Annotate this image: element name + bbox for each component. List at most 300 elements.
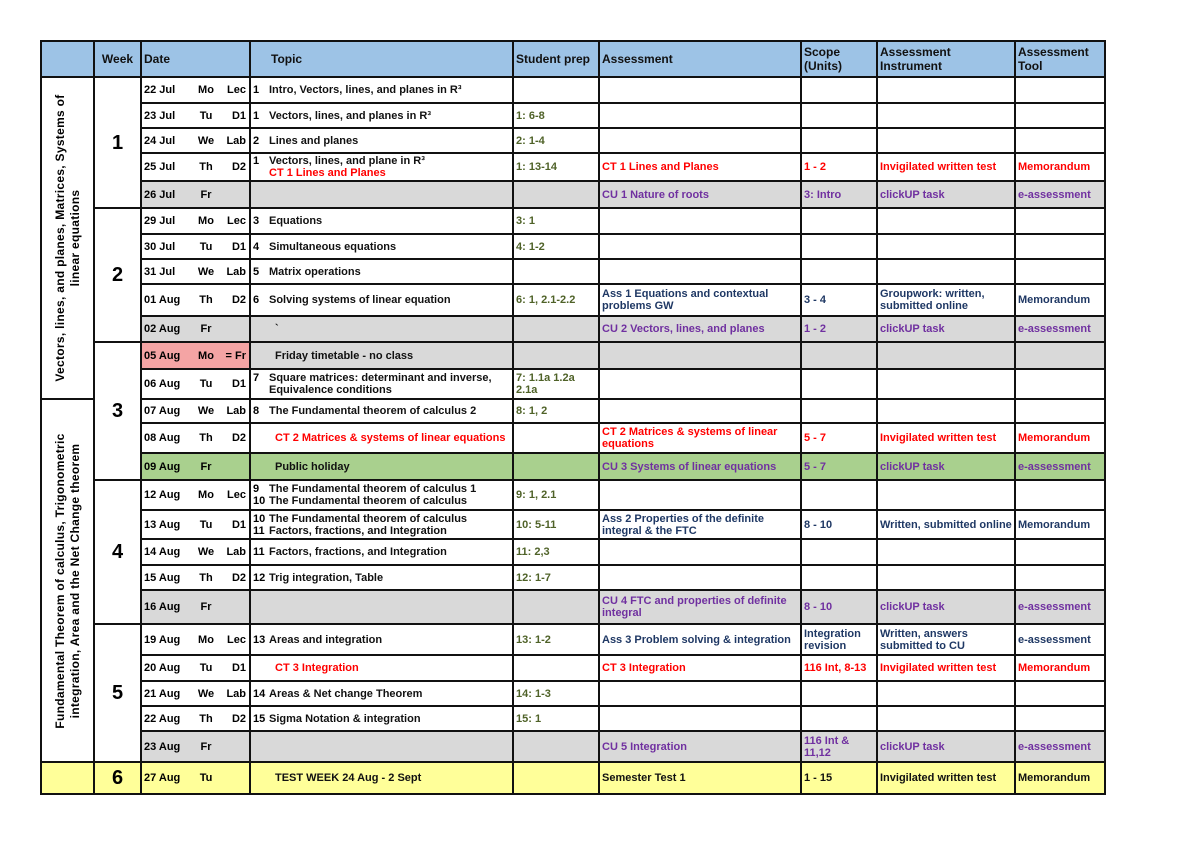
topic-cell [250, 284, 513, 316]
assessment-tool: e-assessment [1015, 590, 1105, 624]
topic-line [253, 155, 510, 167]
week-number: 3 [94, 342, 141, 480]
session-label [220, 189, 246, 201]
topic-cell [250, 539, 513, 565]
session-label: D1 [231, 518, 246, 531]
scope-cell: 8 - 10 [801, 510, 877, 539]
date-label: 26 Jul [144, 188, 176, 201]
topic-line [253, 372, 510, 396]
table-row [41, 590, 1105, 624]
topic-text: Vectors, lines, and plane in R³ [269, 155, 425, 167]
scope-cell [801, 128, 877, 153]
topic-number: 10 [253, 495, 266, 507]
assessment-tool: e-assessment [1015, 731, 1105, 762]
topic-number: 10 [253, 512, 266, 525]
assessment-cell [599, 480, 801, 510]
assessment-tool: Memorandum [1015, 510, 1105, 539]
date-label: 25 Jul [144, 161, 176, 173]
assessment-tool [1015, 342, 1105, 369]
topic-cell [250, 369, 513, 399]
topic-cell [250, 103, 513, 128]
student-prep: 6: 1, 2.1-2.2 [513, 284, 599, 316]
date-parts [144, 215, 247, 227]
table-row [41, 342, 1105, 369]
topic-cell [250, 259, 513, 284]
date-parts [144, 662, 247, 674]
assessment-instrument: clickUP task [877, 590, 1015, 624]
date-label: 31 Jul [144, 265, 176, 278]
student-prep [513, 453, 599, 480]
student-prep: 13: 1-2 [513, 624, 599, 655]
table-row [41, 706, 1105, 731]
date-parts [144, 135, 247, 147]
scope-cell: 5 - 7 [801, 423, 877, 453]
date-cell [141, 103, 250, 128]
date-parts [144, 405, 247, 417]
table-row [41, 510, 1105, 539]
topic-cell [250, 480, 513, 510]
day-label: Tu [199, 662, 213, 674]
topic-text: The Fundamental theorem of calculus 2 [269, 405, 477, 417]
date-label: 01 Aug [144, 294, 181, 306]
assessment-instrument: clickUP task [877, 731, 1015, 762]
topic-cell [250, 624, 513, 655]
scope-cell: 8 - 10 [801, 590, 877, 624]
scope-cell [801, 706, 877, 731]
assessment-cell [599, 706, 801, 731]
day-label: Mo [198, 489, 214, 501]
table-row [41, 453, 1105, 480]
topic-number: 11 [253, 546, 265, 558]
topic-cell [250, 731, 513, 762]
assessment-instrument [877, 565, 1015, 590]
assessment-instrument [877, 259, 1015, 284]
date-parts [144, 241, 247, 253]
section-title-line-2: linear equations [67, 189, 82, 287]
assessment-instrument: Groupwork: written, submitted online [877, 284, 1015, 316]
semester-schedule-table [40, 40, 1106, 795]
assessment-tool: e-assessment [1015, 316, 1105, 342]
topic-number: 1 [253, 84, 260, 96]
topic-line [253, 546, 510, 558]
student-prep [513, 342, 599, 369]
assessment-instrument: Invigilated written test [877, 762, 1015, 794]
assessment-tool: e-assessment [1015, 624, 1105, 655]
date-parts [144, 432, 247, 444]
session-label: D2 [231, 712, 246, 725]
topic-number [253, 461, 275, 473]
student-prep: 7: 1.1a 1.2a 2.1a [513, 369, 599, 399]
scope-cell [801, 681, 877, 706]
topic-text: Factors, fractions, and Integration [269, 524, 447, 537]
topic-cell [250, 655, 513, 681]
section-title-line-2: integration, Area and the Net Change theorem [67, 443, 82, 718]
day-label: Tu [199, 378, 213, 390]
date-label: 21 Aug [144, 687, 181, 700]
assessment-cell [599, 234, 801, 259]
topic-line [253, 713, 510, 725]
student-prep: 10: 5-11 [513, 510, 599, 539]
date-cell [141, 284, 250, 316]
table-row [41, 480, 1105, 510]
topic-number [253, 662, 275, 674]
table-row [41, 284, 1105, 316]
day-label: Th [199, 161, 213, 173]
day-label: Mo [198, 84, 214, 96]
assessment-cell [599, 681, 801, 706]
date-cell [141, 181, 250, 208]
topic-line [253, 167, 510, 179]
assessment-tool: e-assessment [1015, 181, 1105, 208]
section-cell [41, 399, 94, 762]
topic-text: Equations [269, 215, 323, 227]
day-label: Fr [200, 740, 212, 753]
topic-cell [250, 234, 513, 259]
assessment-instrument: Written, submitted online [877, 510, 1015, 539]
date-label: 30 Jul [144, 240, 176, 253]
date-label: 14 Aug [144, 546, 181, 558]
day-label: We [197, 687, 215, 700]
date-cell [141, 208, 250, 234]
assessment-instrument [877, 480, 1015, 510]
table-row [41, 369, 1105, 399]
assessment-cell: CU 1 Nature of roots [599, 181, 801, 208]
date-parts [144, 634, 247, 646]
assessment-instrument [877, 399, 1015, 423]
topic-cell [250, 181, 513, 208]
assessment-cell: Semester Test 1 [599, 762, 801, 794]
session-label: Lab [226, 134, 246, 147]
assessment-tool [1015, 565, 1105, 590]
date-parts [144, 461, 247, 473]
assessment-cell: CU 5 Integration [599, 731, 801, 762]
topic-number: 9 [253, 483, 260, 495]
week-number: 5 [94, 624, 141, 762]
session-label: Lec [227, 215, 246, 227]
date-parts [144, 688, 247, 700]
session-label: Lec [227, 489, 246, 501]
assessment-tool [1015, 399, 1105, 423]
date-cell [141, 731, 250, 762]
assessment-cell [599, 539, 801, 565]
date-label: 08 Aug [144, 432, 181, 444]
student-prep [513, 590, 599, 624]
assessment-instrument: Invigilated written test [877, 153, 1015, 181]
topic-cell [250, 762, 513, 794]
topic-line [253, 405, 510, 417]
day-label: Fr [200, 323, 212, 335]
topic-text: Simultaneous equations [269, 240, 397, 253]
scope-cell [801, 234, 877, 259]
topic-line [253, 432, 510, 444]
scope-cell: Integration revision [801, 624, 877, 655]
assessment-tool [1015, 234, 1105, 259]
student-prep: 4: 1-2 [513, 234, 599, 259]
header-scope: Scope (Units) [801, 41, 877, 77]
assessment-cell [599, 103, 801, 128]
student-prep: 1: 13-14 [513, 153, 599, 181]
assessment-tool [1015, 681, 1105, 706]
topic-line [253, 110, 510, 122]
topic-number: 12 [253, 571, 266, 584]
date-parts [144, 323, 247, 335]
date-label: 06 Aug [144, 378, 181, 390]
student-prep [513, 181, 599, 208]
assessment-instrument [877, 681, 1015, 706]
date-parts [144, 84, 247, 96]
assessment-instrument: Invigilated written test [877, 655, 1015, 681]
assessment-cell [599, 259, 801, 284]
student-prep: 1: 6-8 [513, 103, 599, 128]
student-prep [513, 423, 599, 453]
date-parts [144, 741, 247, 753]
date-cell [141, 77, 250, 103]
date-label: 05 Aug [144, 349, 181, 362]
date-cell [141, 342, 250, 369]
assessment-instrument: clickUP task [877, 181, 1015, 208]
scope-cell [801, 259, 877, 284]
topic-cell [250, 153, 513, 181]
day-label: Th [199, 712, 213, 725]
student-prep [513, 762, 599, 794]
student-prep: 11: 2,3 [513, 539, 599, 565]
topic-line [253, 135, 510, 147]
date-label: 22 Jul [144, 84, 176, 96]
assessment-tool: Memorandum [1015, 762, 1105, 794]
topic-number [253, 323, 275, 335]
topic-number: 14 [253, 687, 266, 700]
assessment-tool: Memorandum [1015, 423, 1105, 453]
date-parts [144, 772, 247, 784]
topic-text: Square matrices: determinant and inverse, Equivalence conditions [269, 372, 492, 396]
table-row [41, 681, 1105, 706]
assessment-tool: e-assessment [1015, 453, 1105, 480]
table-row [41, 181, 1105, 208]
scope-cell: 1 - 2 [801, 316, 877, 342]
topic-line [253, 323, 510, 335]
topic-line [253, 572, 510, 584]
topic-number: 3 [253, 215, 260, 227]
topic-text: Areas and integration [269, 633, 383, 646]
student-prep [513, 259, 599, 284]
day-label: Tu [199, 109, 213, 122]
topic-text: TEST WEEK 24 Aug - 2 Sept [275, 772, 422, 784]
scope-cell: 116 Int, 8-13 [801, 655, 877, 681]
topic-number: 11 [253, 524, 265, 537]
student-prep [513, 655, 599, 681]
table-row [41, 234, 1105, 259]
topic-line [253, 215, 510, 227]
topic-text: Matrix operations [269, 265, 361, 278]
date-parts [144, 489, 247, 501]
assessment-cell: CU 3 Systems of linear equations [599, 453, 801, 480]
topic-cell [250, 77, 513, 103]
session-label [220, 772, 246, 784]
day-label: Mo [198, 633, 214, 646]
header-date: Date [141, 41, 250, 77]
assessment-cell: CT 1 Lines and Planes [599, 153, 801, 181]
date-label: 22 Aug [144, 712, 181, 725]
assessment-tool [1015, 259, 1105, 284]
day-label: Tu [199, 240, 213, 253]
topic-cell [250, 316, 513, 342]
assessment-tool [1015, 369, 1105, 399]
table-row [41, 153, 1105, 181]
header-assessment: Assessment [599, 41, 801, 77]
day-label: Th [199, 571, 213, 584]
topic-cell [250, 399, 513, 423]
topic-number: 4 [253, 240, 260, 253]
table-row [41, 762, 1105, 794]
date-parts [144, 350, 247, 362]
topic-number: 6 [253, 294, 260, 306]
topic-text: Areas & Net change Theorem [269, 687, 423, 700]
date-label: 07 Aug [144, 405, 181, 417]
date-cell [141, 590, 250, 624]
assessment-tool [1015, 77, 1105, 103]
assessment-tool [1015, 128, 1105, 153]
session-label: Lab [226, 405, 246, 417]
session-label: D2 [231, 571, 246, 584]
date-cell [141, 510, 250, 539]
date-cell [141, 539, 250, 565]
scope-cell [801, 539, 877, 565]
table-row [41, 565, 1105, 590]
scope-cell [801, 342, 877, 369]
assessment-instrument [877, 539, 1015, 565]
topic-cell [250, 208, 513, 234]
assessment-tool [1015, 103, 1105, 128]
section-title [53, 94, 83, 381]
section-cell [41, 77, 94, 399]
date-parts [144, 294, 247, 306]
assessment-cell [599, 565, 801, 590]
header-assessment-instrument: Assessment Instrument [877, 41, 1015, 77]
assessment-instrument [877, 77, 1015, 103]
date-cell [141, 655, 250, 681]
date-cell [141, 706, 250, 731]
topic-text: Intro, Vectors, lines, and planes in R³ [269, 84, 462, 96]
topic-line [253, 483, 510, 495]
scope-cell [801, 103, 877, 128]
date-label: 09 Aug [144, 460, 181, 473]
schedule-body [41, 77, 1105, 794]
date-cell [141, 681, 250, 706]
day-label: We [197, 265, 215, 278]
topic-number: 7 [253, 372, 260, 384]
table-row [41, 259, 1105, 284]
header-assessment-tool: Assessment Tool [1015, 41, 1105, 77]
session-label: D2 [231, 432, 246, 444]
topic-text: The Fundamental theorem of calculus [269, 495, 468, 507]
scope-cell: 1 - 2 [801, 153, 877, 181]
day-label: We [197, 546, 215, 558]
date-parts [144, 161, 247, 173]
date-cell [141, 234, 250, 259]
topic-text: Public holiday [275, 460, 350, 473]
assessment-cell [599, 77, 801, 103]
topic-line [253, 525, 510, 537]
table-row [41, 423, 1105, 453]
student-prep: 12: 1-7 [513, 565, 599, 590]
student-prep: 2: 1-4 [513, 128, 599, 153]
date-parts [144, 110, 247, 122]
assessment-cell [599, 128, 801, 153]
day-label: Fr [200, 188, 212, 201]
day-label: We [197, 134, 215, 147]
date-label: 13 Aug [144, 518, 181, 531]
header-section [41, 41, 94, 77]
assessment-tool [1015, 208, 1105, 234]
topic-line [253, 634, 510, 646]
assessment-cell: CT 2 Matrices & systems of linear equations [599, 423, 801, 453]
assessment-instrument [877, 128, 1015, 153]
day-label: Tu [199, 772, 213, 784]
scope-cell: 3: Intro [801, 181, 877, 208]
session-label: = Fr [225, 349, 246, 362]
date-parts [144, 546, 247, 558]
day-label: Tu [199, 518, 213, 531]
topic-line [253, 266, 510, 278]
date-parts [144, 519, 247, 531]
day-label: We [197, 405, 215, 417]
topic-number [253, 350, 275, 362]
session-label: Lec [227, 633, 246, 646]
assessment-instrument [877, 342, 1015, 369]
topic-line [253, 241, 510, 253]
section-title-line-1: Fundamental Theorem of calculus, Trigonometric [52, 432, 67, 729]
assessment-cell [599, 208, 801, 234]
date-cell [141, 128, 250, 153]
session-label: D2 [231, 294, 246, 306]
student-prep: 8: 1, 2 [513, 399, 599, 423]
topic-line [253, 495, 510, 507]
student-prep: 14: 1-3 [513, 681, 599, 706]
topic-text: The Fundamental theorem of calculus 1 [269, 483, 477, 495]
topic-text: Factors, fractions, and Integration [269, 546, 447, 558]
date-parts [144, 189, 247, 201]
topic-number [253, 432, 275, 444]
scope-cell [801, 480, 877, 510]
assessment-instrument [877, 103, 1015, 128]
session-label: Lec [227, 84, 246, 96]
topic-cell [250, 128, 513, 153]
date-label: 20 Aug [144, 662, 181, 674]
session-label [220, 741, 246, 753]
topic-number: 1 [253, 109, 260, 122]
topic-number [253, 772, 275, 784]
session-label [220, 601, 246, 613]
topic-cell [250, 706, 513, 731]
date-cell [141, 423, 250, 453]
topic-cell [250, 681, 513, 706]
session-label: Lab [226, 687, 246, 700]
topic-number: 5 [253, 265, 260, 278]
session-label: D2 [231, 161, 246, 173]
assessment-tool [1015, 480, 1105, 510]
topic-text: Friday timetable - no class [275, 349, 414, 362]
session-label: Lab [226, 546, 246, 558]
assessment-cell: Ass 2 Properties of the definite integral & the FTC [599, 510, 801, 539]
assessment-tool [1015, 706, 1105, 731]
date-parts [144, 572, 247, 584]
topic-cell [250, 453, 513, 480]
day-label: Th [199, 294, 213, 306]
date-label: 12 Aug [144, 489, 181, 501]
date-label: 19 Aug [144, 633, 181, 646]
topic-cell [250, 510, 513, 539]
table-row [41, 731, 1105, 762]
